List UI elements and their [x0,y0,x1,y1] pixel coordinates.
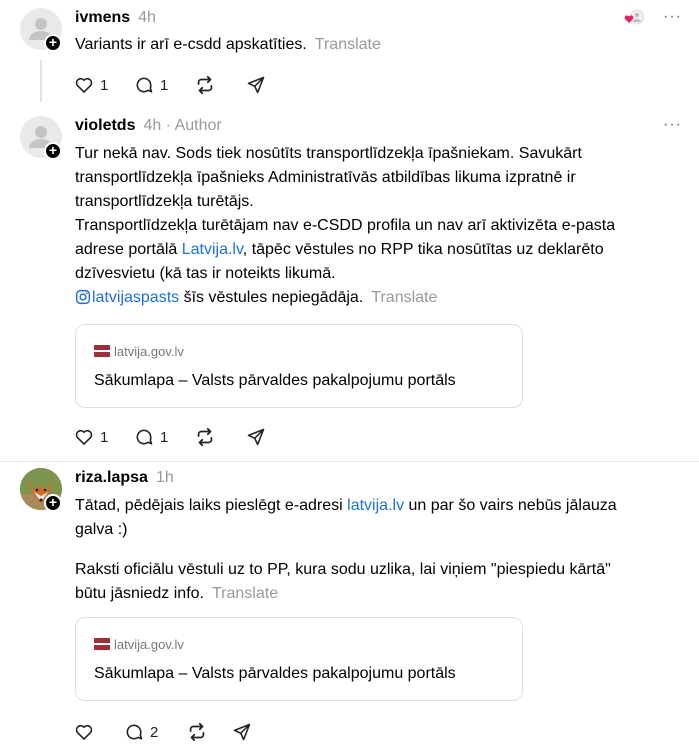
card-title: Sākumlapa – Valsts pārvaldes pakalpojumu portāls [94,665,456,682]
heart-icon [74,75,94,95]
share-button[interactable] [246,426,266,448]
like-button[interactable] [74,721,100,743]
latvija-link[interactable]: latvija.lv [347,497,405,514]
comment-icon [134,75,154,95]
post-header [75,468,174,488]
post-body [75,494,645,606]
heart-icon [74,427,94,447]
translate-link[interactable]: Translate [371,289,438,306]
translate-link[interactable]: Translate [211,585,279,602]
follow-plus-button[interactable]: + [44,142,62,160]
latvia-flag-icon [94,345,110,357]
post-header [75,116,222,136]
latvija-link[interactable]: Latvija.lv [181,241,243,258]
thread-connector-line [40,60,42,102]
repost-icon [194,74,216,96]
repost-icon [186,721,208,743]
follow-plus-button[interactable]: + [44,34,62,52]
card-domain: latvija.gov.lv [94,638,184,652]
more-dots-icon: ··· [663,8,682,25]
post-paragraph: latvijaspasts šīs vēstules nepiegādāja. Translate [75,286,665,310]
timestamp: 4h [143,117,162,134]
post-header [75,8,156,28]
link-preview-card[interactable] [75,324,523,408]
author-label: · Author [165,117,222,134]
translate-link[interactable]: Translate [314,36,381,53]
repost-icon [194,426,216,448]
reply-button[interactable] [124,721,158,743]
card-title: Sākumlapa – Valsts pārvaldes pakalpojumu portāls [94,372,456,389]
username[interactable]: violetds [75,117,136,134]
post-text: Variants ir arī e-csdd apskatīties. [75,36,307,53]
like-button[interactable] [74,426,108,448]
follow-plus-button[interactable]: + [44,494,62,512]
post-divider [0,461,699,462]
post-body [75,142,665,310]
reply-count: 2 [150,723,159,741]
reply-button[interactable] [134,74,168,96]
card-domain: latvija.gov.lv [94,345,184,359]
repost-button[interactable] [186,721,208,743]
send-icon [246,427,266,447]
username[interactable]: riza.lapsa [75,469,148,486]
comment-icon [124,722,144,742]
share-button[interactable] [232,721,252,743]
comment-icon [134,427,154,447]
share-button[interactable] [246,74,266,96]
latvia-flag-icon [94,638,110,650]
mention-link[interactable]: latvijaspasts [75,289,179,306]
post-paragraph: Raksti oficiālu vēstuli uz to PP, kura sodu uzlika, lai viņiem "piespiedu kārtā" būtu jāsniedz info. Translate [75,561,611,602]
post-body [75,33,665,57]
like-count: 1 [100,428,109,446]
username[interactable]: ivmens [75,9,131,26]
heart-icon [74,722,94,742]
instagram-icon [75,289,91,305]
timestamp: 4h [138,9,156,26]
reply-button[interactable] [134,426,168,448]
repost-button[interactable] [194,426,216,448]
repost-button[interactable] [194,74,216,96]
more-options-button[interactable] [663,10,681,30]
liked-by-author-icon [624,9,644,27]
more-dots-icon: ··· [663,116,682,133]
reply-count: 1 [160,76,169,94]
post-paragraph: Tātad, pēdējais laiks pieslēgt e-adresi latvija.lv un par šo vairs nebūs jālauza galva :) [75,497,617,538]
send-icon [246,75,266,95]
post-paragraph: Transportlīdzekļa turētājam nav e-CSDD profila un nav arī aktivizēta e-pasta adrese portālā Latvija.lv, tāpēc vēstules no RPP tika nosūtītas uz deklarēto dzīvesvietu (kā tas ir noteikts likumā. [75,217,616,282]
like-count: 1 [100,76,109,94]
post-paragraph: Tur nekā nav. Sods tiek nosūtīts transportlīdzekļa īpašniekam. Savukārt transportlīdzekļa īpašnieks Administratīvās atbildības likuma izpratnē ir transportlīdzekļa turētājs. [75,145,582,210]
more-options-button[interactable] [663,118,681,138]
reply-count: 1 [160,428,169,446]
timestamp: 1h [155,469,174,486]
link-preview-card[interactable] [75,617,523,701]
like-button[interactable] [74,74,108,96]
send-icon [232,722,252,742]
